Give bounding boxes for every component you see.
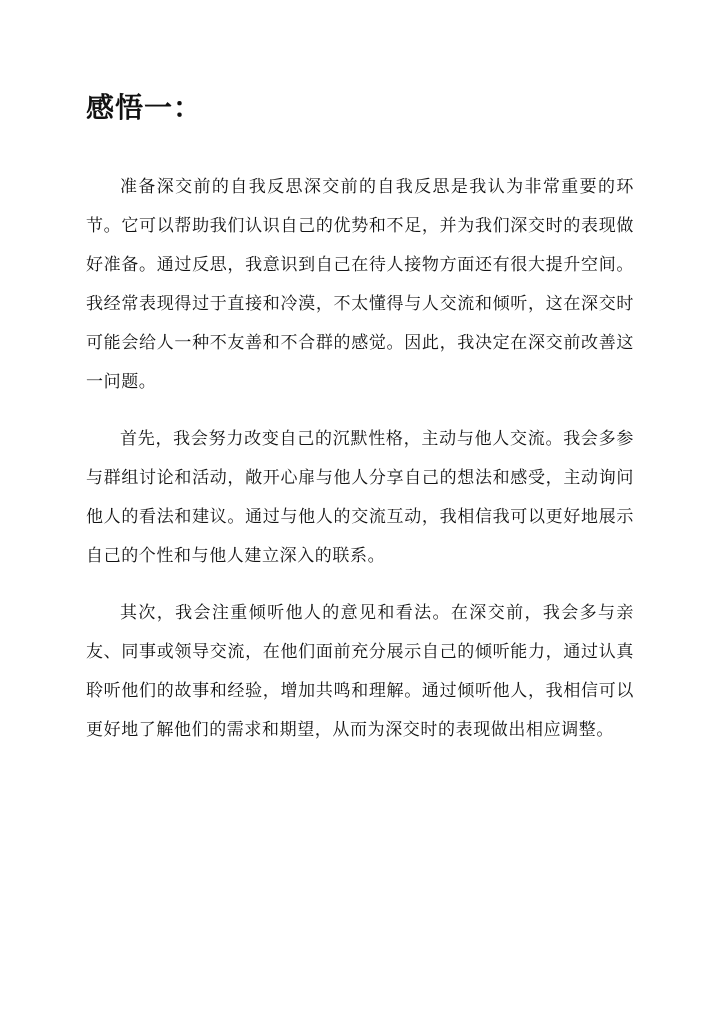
paragraph-1: 准备深交前的自我反思深交前的自我反思是我认为非常重要的环节。它可以帮助我们认识自己的优势和不足，并为我们深交时的表现做好准备。通过反思，我意识到自己在待人接物方面还有很大提升空间。我经常表现得过于直接和冷漠，不太懂得与人交流和倾听，这在深交时可能会给人一种不友善和不合群的感觉。因此，我决定在深交前改善这一问题。	[86, 177, 634, 392]
paragraph-3: 其次，我会注重倾听他人的意见和看法。在深交前，我会多与亲友、同事或领导交流，在他们面前充分展示自己的倾听能力，通过认真聆听他们的故事和经验，增加共鸣和理解。通过倾听他人，我相信可以更好地了解他们的需求和期望，从而为深交时的表现做出相应调整。	[86, 603, 634, 740]
paragraph-2: 首先，我会努力改变自己的沉默性格，主动与他人交流。我会多参与群组讨论和活动，敞开心扉与他人分享自己的想法和感受，主动询问他人的看法和建议。通过与他人的交流互动，我相信我可以更好地展示自己的个性和与他人建立深入的联系。	[86, 429, 634, 566]
document-body	[86, 168, 634, 750]
page-title: 感悟一：	[86, 91, 203, 124]
